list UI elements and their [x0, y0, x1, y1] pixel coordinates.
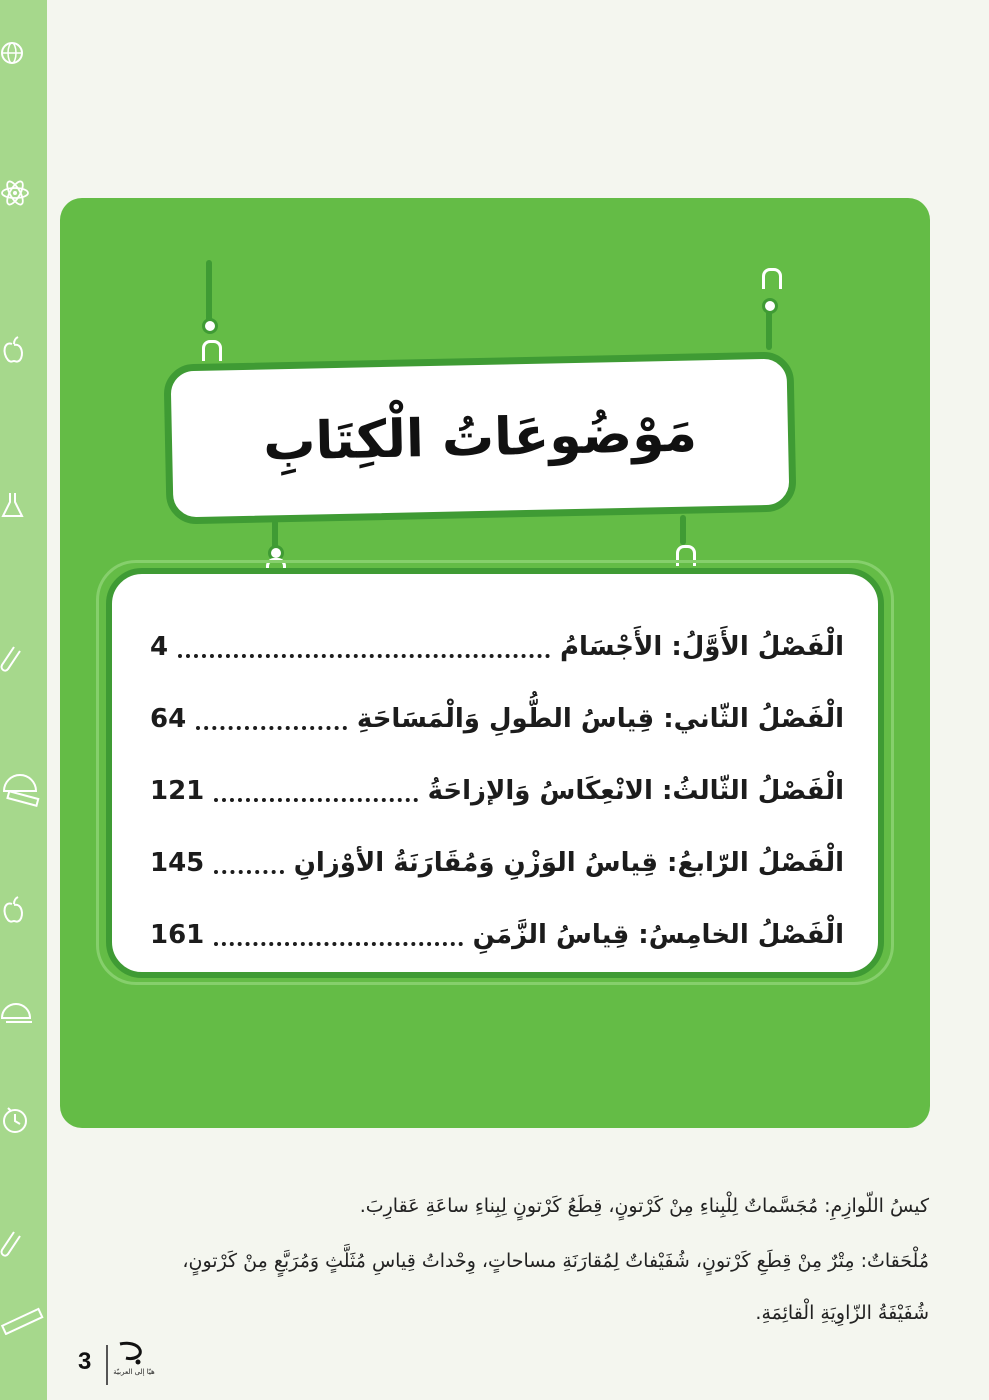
- attachments-note-continued: شُفَيْفَةُ الزّاوِيَةِ الْقائِمَةِ.: [755, 1302, 929, 1324]
- hanging-clip: [202, 340, 222, 361]
- toc-entry-title: الْفَصْلُ الرّابعُ: قِياسُ الوَزْنِ وَمُقَارَنَةُ الأوْزانِ: [293, 848, 844, 878]
- hanging-clip: [762, 268, 782, 289]
- toc-leader-dots: [214, 870, 283, 874]
- toc-entry-page: 64: [150, 704, 187, 734]
- test-tube-icon: [0, 1230, 30, 1260]
- toc-entry-chapter-3[interactable]: [150, 766, 844, 816]
- footer-divider: [106, 1345, 108, 1385]
- flask-icon: [0, 490, 30, 520]
- set-square-icon: [0, 990, 36, 1026]
- toc-entry-chapter-1[interactable]: [150, 622, 844, 672]
- hanging-rod: [206, 260, 212, 322]
- publisher-logo-icon: [114, 1340, 150, 1366]
- ruler-icon: [0, 1305, 44, 1335]
- page-number: 3: [78, 1348, 92, 1375]
- toc-entry-title: الْفَصْلُ الخامِسُ: قِياسُ الزَّمَنِ: [472, 920, 844, 950]
- supplies-note: كيسُ اللّوازِمِ: مُجَسَّماتٌ لِلْبِناءِ مِنْ كَرْتونٍ، قِطَعُ كَرْتونٍ لِبِناءِ ساعَةِ عَقارِبَ.: [359, 1195, 929, 1217]
- toc-entry-page: 161: [150, 920, 205, 950]
- title-card: [163, 351, 796, 524]
- globe-icon: [0, 38, 30, 68]
- hanging-ring: [762, 298, 778, 314]
- atom-icon: [0, 178, 30, 208]
- toc-entry-chapter-4[interactable]: [150, 838, 844, 888]
- toc-entry-title: الْفَصْلُ الثّاني: قِياسُ الطُّولِ وَالْمَسَاحَةِ: [356, 704, 844, 734]
- side-strip: [0, 0, 47, 1400]
- toc-leader-dots: [196, 726, 347, 730]
- attachments-note: مُلْحَقاتٌ: مِتْرٌ مِنْ قِطَعِ كَرْتونٍ، شُفَيْفاتٌ لِمُقارَنَةِ مساحاتٍ، وِحْداتُ قِياسِ مُثَلَّثٍ وَمُرَبَّعٍ مِنْ كَرْتونٍ،: [182, 1250, 929, 1272]
- toc-entry-page: 4: [150, 632, 169, 662]
- toc-entry-chapter-5[interactable]: [150, 910, 844, 960]
- toc-leader-dots: [214, 798, 417, 802]
- ruler-protractor-icon: [0, 765, 42, 807]
- toc-leader-dots: [214, 942, 462, 946]
- apple-icon: [0, 335, 30, 365]
- hanging-ring: [202, 318, 218, 334]
- clock-icon: [0, 1105, 30, 1135]
- apple-icon: [0, 895, 30, 925]
- toc-entry-page: 145: [150, 848, 205, 878]
- publisher-name: هيّا إلى العربيّة: [113, 1368, 155, 1376]
- toc-card: [106, 568, 884, 978]
- connector-rod: [680, 515, 686, 545]
- toc-entry-chapter-2[interactable]: [150, 694, 844, 744]
- page-title: مَوْضُوعَاتُ الْكِتَابِ: [262, 403, 698, 473]
- toc-leader-dots: [178, 654, 550, 658]
- toc-entry-title: الْفَصْلُ الثّالثُ: الانْعِكَاسُ وَالإزاحَةُ: [427, 776, 844, 806]
- toc-entry-page: 121: [150, 776, 205, 806]
- toc-entry-title: الْفَصْلُ الأَوَّلُ: الأَجْسَامُ: [560, 632, 844, 662]
- test-tube-icon: [0, 645, 30, 675]
